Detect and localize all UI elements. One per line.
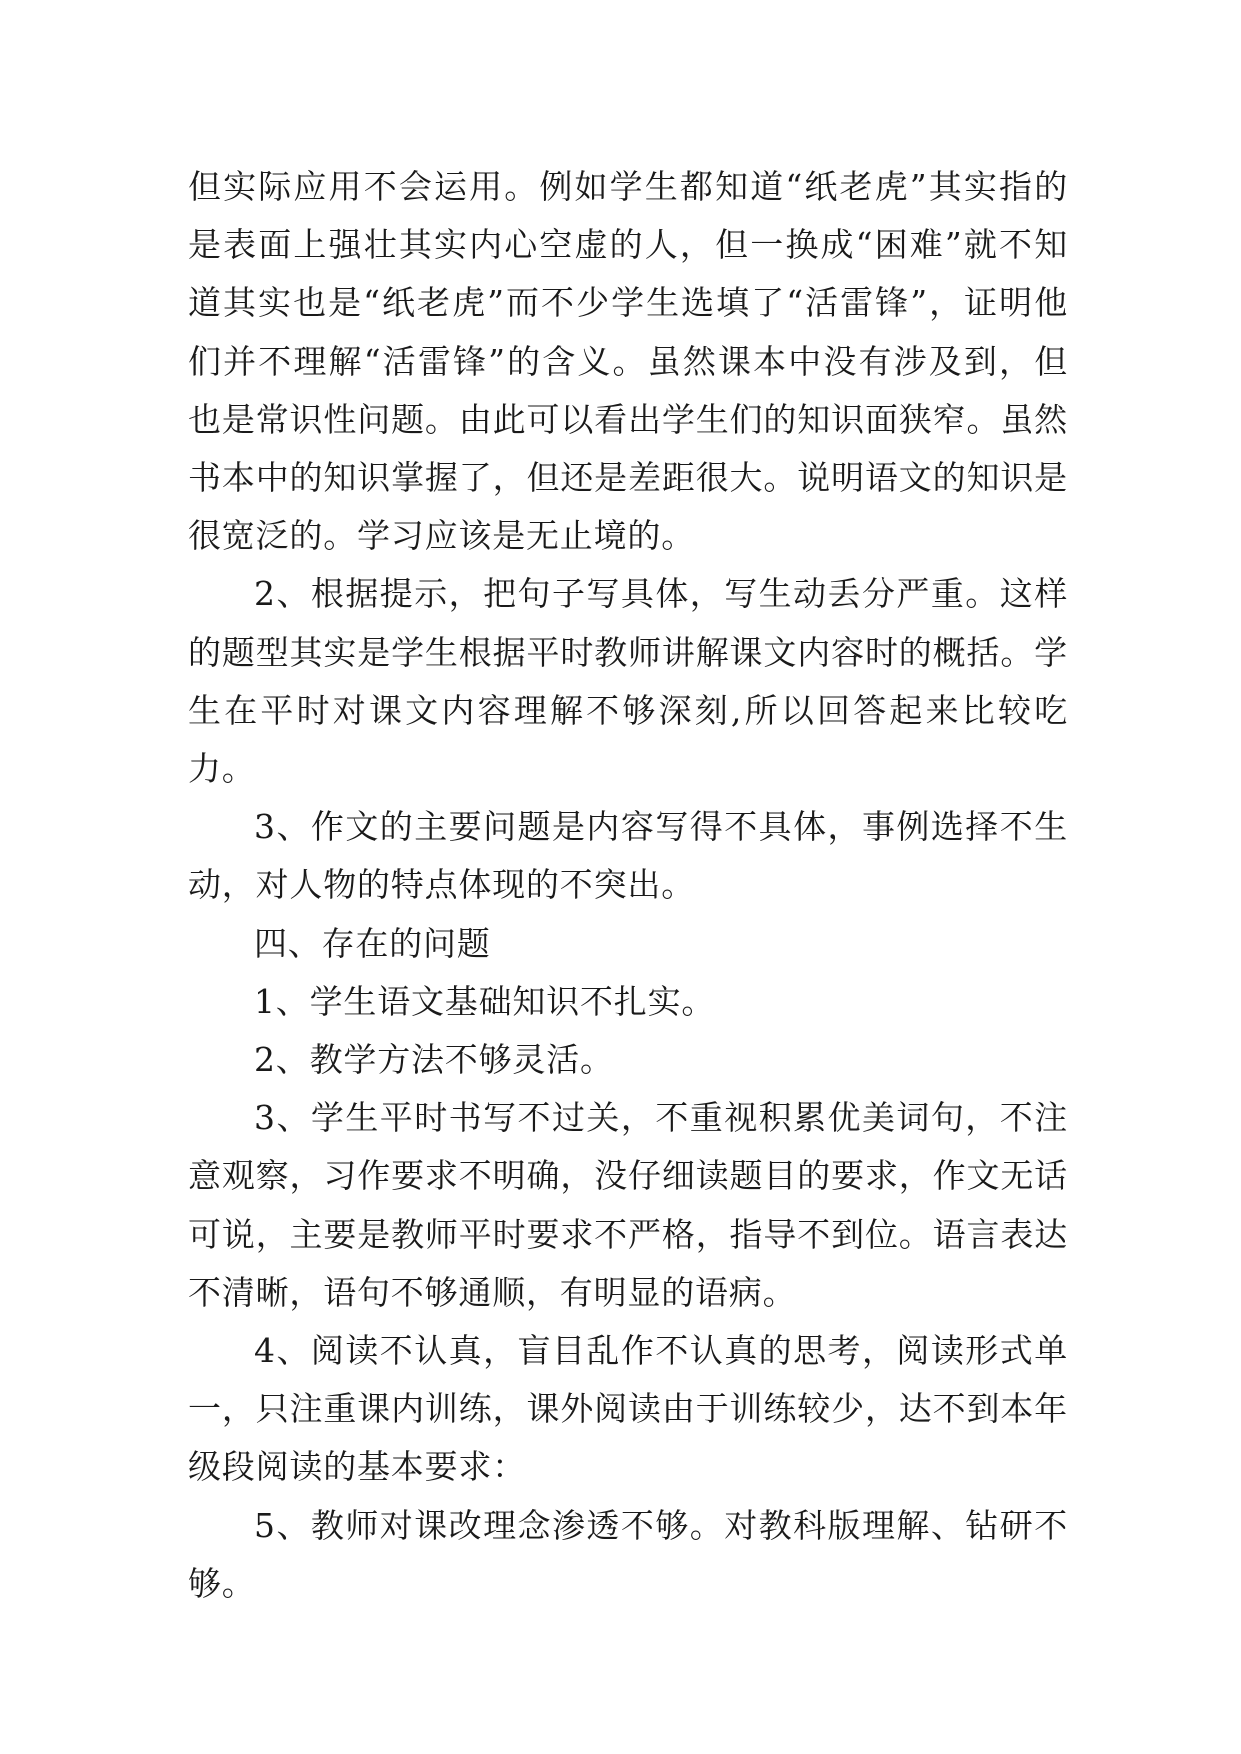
- section-heading: 四、存在的问题: [254, 923, 491, 963]
- document-body: [188, 158, 1068, 1613]
- problem-item-4: 4、阅读不认真，盲目乱作不认真的思考，阅读形式单一，只注重课内训练，课外阅读由于训练较少，达不到本年级段阅读的基本要求：: [188, 1331, 1068, 1487]
- problem-item-2: 2、教学方法不够灵活。: [254, 1040, 614, 1080]
- problem-item-3: 3、学生平时书写不过关，不重视积累优美词句，不注意观察，习作要求不明确，没仔细读题目的要求，作文无话可说，主要是教师平时要求不严格，指导不到位。语言表达不清晰，语句不够通顺，有明显的语病。: [188, 1098, 1068, 1312]
- paragraph-item-3: 3、作文的主要问题是内容写得不具体，事例选择不生动，对人物的特点体现的不突出。: [188, 807, 1068, 905]
- paragraph-continuation: 但实际应用不会运用。例如学生都知道“纸老虎”其实指的是表面上强壮其实内心空虚的人，但一换成“困难”就不知道其实也是“纸老虎”而不少学生选填了“活雷锋”，证明他们并不理解“活雷锋”的含义。虽然课本中没有涉及到，但也是常识性问题。由此可以看出学生们的知识面狭窄。虽然书本中的知识掌握了，但还是差距很大。说明语文的知识是很宽泛的。学习应该是无止境的。: [188, 167, 1068, 556]
- problem-item-5: 5、教师对课改理念渗透不够。对教科版理解、钻研不够。: [188, 1505, 1068, 1603]
- paragraph-item-2: 2、根据提示，把句子写具体，写生动丢分严重。这样的题型其实是学生根据平时教师讲解课文内容时的概括。学生在平时对课文内容理解不够深刻,所以回答起来比较吃力。: [188, 574, 1068, 789]
- problem-item-1: 1、学生语文基础知识不扎实。: [254, 981, 716, 1021]
